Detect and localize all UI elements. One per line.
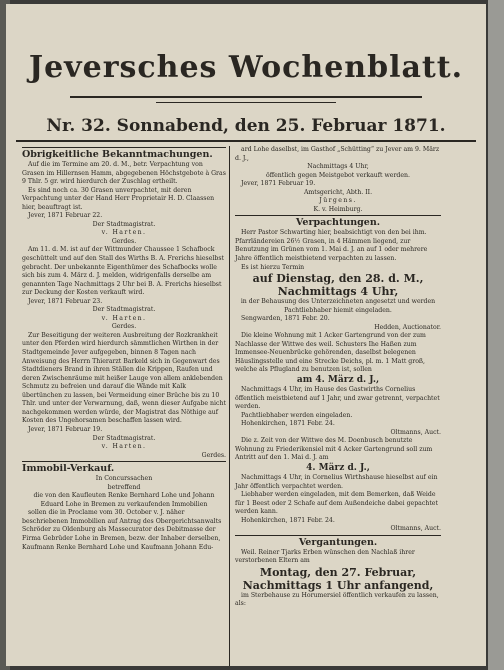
text-block: am 4. März d. J., [296,375,380,386]
text-block: Nachmittags 4 Uhr, im Hause des Gastwirths Cornelius öffentlich meistbietend auf 1 Jahr, und zwar getrennt, verpachtet werden. [235,386,440,411]
text-block: Jever, 1871 Februar 23. [28,297,103,305]
text-block: ard Lohe daselbst, im Gasthof „Schütting“ zu Jever am 9. März d. J., [235,146,440,162]
text-block: öffentlich gegen Meistgebot verkauft werden. [266,171,410,179]
text-block: 4. März d. J., [306,462,370,473]
section-heading: Obrigkeitliche Bekanntmachungen. [22,149,213,160]
scan-background [488,0,504,670]
section-heading: Verpachtungen. [295,217,381,229]
masthead-title: Jeversches Wochenblatt. [28,50,464,85]
header-rule [16,140,476,142]
text-block: Zur Beseitigung der weiteren Ausbreitung der Rozkrankheit unter den Pferden wird hierdurch sämmtlichen Wirthen in der Stadtgemeinde Jever aufgegeben, binnen 8 Tagen nach Anweisung des Herrn Thierarzt Barkeld sich in Gegenwart des Stadtdieners Brand in ihren Ställen die Krippen, Raufen und deren Zwischenräume mit heißer Lauge von allem anklebenden Schmutz zu befreien und darauf die Wände mit Kalk übertünchen zu lassen, bei Vermeidung einer Brüche bis zu 10 Thlr. und unter der Verwarnung, daß, wenn dieser Aufgabe nicht nachgekommen werden würde, der Magistrat das Nöthige auf Kosten des Ungehorsamen beschaffen lassen wird. [22,331,226,425]
text-block: Jürgens. [319,197,357,205]
text-block: v. Harten. [101,314,147,322]
section-rule [235,215,441,216]
text-block: v. Harten. [101,229,147,237]
text-block: die von den Kaufleuten Renke Bernhard Lohe und Johann Eduard Lohe in Bremen zu verkaufenden Immobilien [33,492,215,508]
text-block: Nachmittags 1 Uhr anfangend, [242,578,434,592]
section-rule [235,535,441,536]
masthead-rule [70,96,422,98]
text-block: sollen die in Proclame vom 30. October v. J. näher beschriebenen Immobilien auf Antrag des Obergerichtsanwalts Schröder zu Oldenburg als Massecurator des Debitmasse der Firma Gebrüder Lohe in Bremen, bezw. der Inhaber derselben, Kaufmann Renke Bernhard Lohe und Kaufmann Johann Edu- [22,509,222,551]
text-block: Pachtliebhaber werden eingeladen. [241,411,353,419]
issue-line: Nr. 32. Sonnabend, den 25. Februar 1871. [46,116,446,136]
text-block: Die z. Zeit von der Wittwe des M. Doenbusch benutzte Wohnung zu Friederikensiel mit 4 Acker Gartengrund soll zum Antritt auf den 1. Mai d. J. am [235,437,433,462]
text-block: Gerdes. [201,451,226,459]
text-block: Der Stadtmagistrat. [92,220,156,228]
text-block: K. v. Heimburg. [313,205,363,213]
text-block: Oltmanns, Auct. [390,428,441,436]
masthead-ornament-rule [156,102,336,103]
text-block: Es sind noch ca. 30 Grasen unverpachtet, mit deren Verpachtung unter der Hand Herr Proprietair H. D. Claassen hier, beauftragt ist. [22,186,215,211]
section-heading: Immobil-Verkauf. [22,463,115,475]
text-block: Die kleine Wohnung mit 1 Acker Gartengrund von der zum Nachlasse der Wittwe des weil. Schusters Ihe Haßen zum Immensee-Neuenbrücke gehörenden, daselbst belegenen Häuslingsstelle und eine Strecke Deichs, pl. m. 1 Matt groß, welche als Pflugland zu benutzen ist, sollen [235,332,426,374]
text-block: Hohenkirchen, 1871 Febr. 24. [241,516,335,524]
text-block: Liebhaber werden eingeladen, mit dem Bemerken, daß Weide für 1 Beest oder 2 Schafe auf dem Außendeiche dabei gepachtet werden kann. [235,491,438,516]
text-block: auf Dienstag, den 28. d. M., [252,272,424,286]
text-block: Gerdes. [111,323,137,331]
column-separator [229,146,230,666]
text-block: betreffend [107,483,141,491]
text-block: Nachmittags 4 Uhr, [277,285,399,299]
text-block: Montag, den 27. Februar, [259,565,417,579]
text-block: In Concurssachen [95,475,153,483]
text-block: Amtsgericht, Abth. II. [303,188,373,196]
text-block: Am 11. d. M. ist auf der Wittmunder Chaussee 1 Schafbock geschüttelt und auf den Stall des Wirths B. A. Frerichs hieselbst gebracht. Der unbekannte Eigenthümer des Schafbocks wolle sich bis zum 4. März d. J. melden, widrigenfalls derselbe am genannten Tage Nachmittags 2 Uhr bei B. A. Frerichs hieselbst zur Deckung der Kosten verkauft wird. [22,246,224,297]
text-block: Jever, 1871 Februar 19. [28,425,103,433]
text-block: in der Behausung des Unterzeichneten angesetzt und werden Pachtliebhaber hiemit eingeladen. [240,298,436,314]
right-column [235,146,441,609]
newspaper-page [6,4,486,666]
section-rule [22,461,226,462]
text-block: Der Stadtmagistrat. [92,434,156,442]
section-heading: Vergantungen. [298,536,378,548]
text-block: im Sterbehause zu Horumersiel öffentlich verkaufen zu lassen, als: [235,591,439,608]
text-block: Gerdes. [111,237,137,245]
text-block: Nachmittags 4 Uhr, in Cornelius Wirthshause hieselbst auf ein Jahr öffentlich verpachtet werden. [235,473,438,490]
text-block: Oltmanns, Auct. [390,525,441,533]
text-block: Sengwarden, 1871 Febr. 20. [241,315,330,323]
text-block: v. Harten. [101,443,147,451]
left-column [22,146,226,552]
text-block: Es ist hierzu Termin [241,263,305,271]
text-block: Hedden, Auctionator. [374,323,441,331]
text-block: Weil. Reiner Tjarks Erben wünschen den Nachlaß ihrer verstorbenen Eltern am [235,548,415,565]
text-block: Herr Pastor Schwarting hier, beabsichtigt von den bei ihm. Pfarrländereien 26½ Grasen, in 4 Hämmen liegend, zur Benutzung im Grünen vom 1. Mai d. J. an auf 1 oder mehrere Jahre öffentlich meistbietend verpachten zu lassen. [235,229,428,263]
text-block: Hohenkirchen, 1871 Febr. 24. [241,420,335,428]
text-block: Jever, 1871 Februar 19. [241,180,316,188]
text-block: Jever, 1871 Februar 22. [28,212,103,220]
text-block: Der Stadtmagistrat. [92,306,156,314]
text-block: Nachmittags 4 Uhr, [307,163,369,171]
section-rule [22,147,226,148]
text-block: Auf die im Termine am 20. d. M., betr. Verpachtung von Grasen im Hillernsen Hamm, abgegebenen Höchstgebote à Gras 9 Thlr. 5 gr. wird hierdurch der Zuschlag ertheilt. [22,161,226,186]
